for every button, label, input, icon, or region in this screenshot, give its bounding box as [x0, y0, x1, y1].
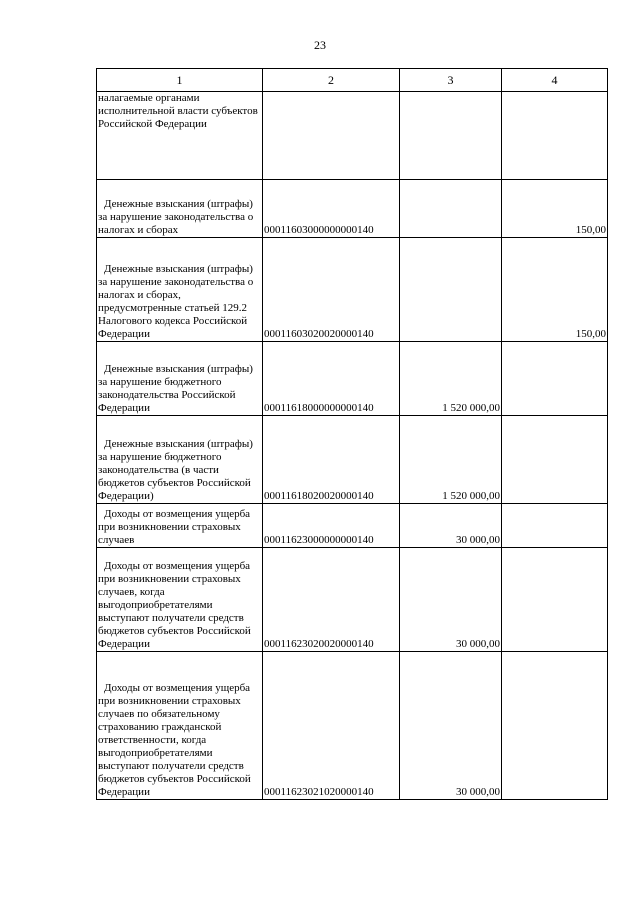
row-code: 00011618000000000140: [264, 402, 374, 414]
row-name: Доходы от возмещения ущерба при возникновении страховых случаев по обязательному страхованию гражданской ответственности, когда выгодоприобретателями выступают получатели средств бюджетов субъектов Российской Федерации: [98, 682, 251, 798]
table-row: [97, 92, 608, 180]
row-col4: 150,00: [575, 328, 606, 340]
row-code: 00011603000000000140: [264, 224, 374, 236]
row-code: 00011623000000000140: [264, 534, 374, 546]
table-row: [97, 342, 608, 416]
table-row: [97, 652, 608, 800]
table-row: [97, 416, 608, 504]
row-col3: 1 520 000,00: [442, 402, 500, 414]
table-row: [97, 504, 608, 548]
row-code: 00011618020020000140: [264, 490, 374, 502]
row-name: Денежные взыскания (штрафы) за нарушение законодательства о налогах и сборах, предусмотренные статьей 129.2 Налогового кодекса Российской Федерации: [98, 263, 254, 340]
row-name: Доходы от возмещения ущерба при возникновении страховых случаев: [98, 508, 251, 546]
table-row: [97, 238, 608, 342]
column-header-1: 1: [97, 69, 263, 92]
page-number: 23: [314, 38, 326, 52]
row-col3: 1 520 000,00: [442, 490, 500, 502]
row-name: Денежные взыскания (штрафы) за нарушение бюджетного законодательства Российской Федерации: [98, 363, 253, 414]
row-col3: 30 000,00: [456, 638, 500, 650]
row-code: 00011603020020000140: [264, 328, 374, 340]
table-header-row: [97, 69, 608, 92]
budget-table: [96, 68, 608, 800]
row-name: Денежные взыскания (штрафы) за нарушение бюджетного законодательства (в части бюджетов субъектов Российской Федерации): [98, 438, 253, 502]
column-header-4: 4: [502, 69, 608, 92]
row-name: Доходы от возмещения ущерба при возникновении страховых случаев, когда выгодоприобретателями выступают получатели средств бюджетов субъектов Российской Федерации: [98, 560, 251, 650]
row-col3: 30 000,00: [456, 786, 500, 798]
column-header-3: 3: [400, 69, 502, 92]
row-code: 00011623021020000140: [264, 786, 374, 798]
row-col3: 30 000,00: [456, 534, 500, 546]
row-col4: 150,00: [575, 224, 606, 236]
column-header-2: 2: [263, 69, 400, 92]
row-code: 00011623020020000140: [264, 638, 374, 650]
table-row: [97, 548, 608, 652]
row-name: Денежные взыскания (штрафы) за нарушение законодательства о налогах и сборах: [98, 198, 254, 236]
table-row: [97, 180, 608, 238]
row-name: налагаемые органами исполнительной власти субъектов Российской Федерации: [98, 92, 258, 130]
